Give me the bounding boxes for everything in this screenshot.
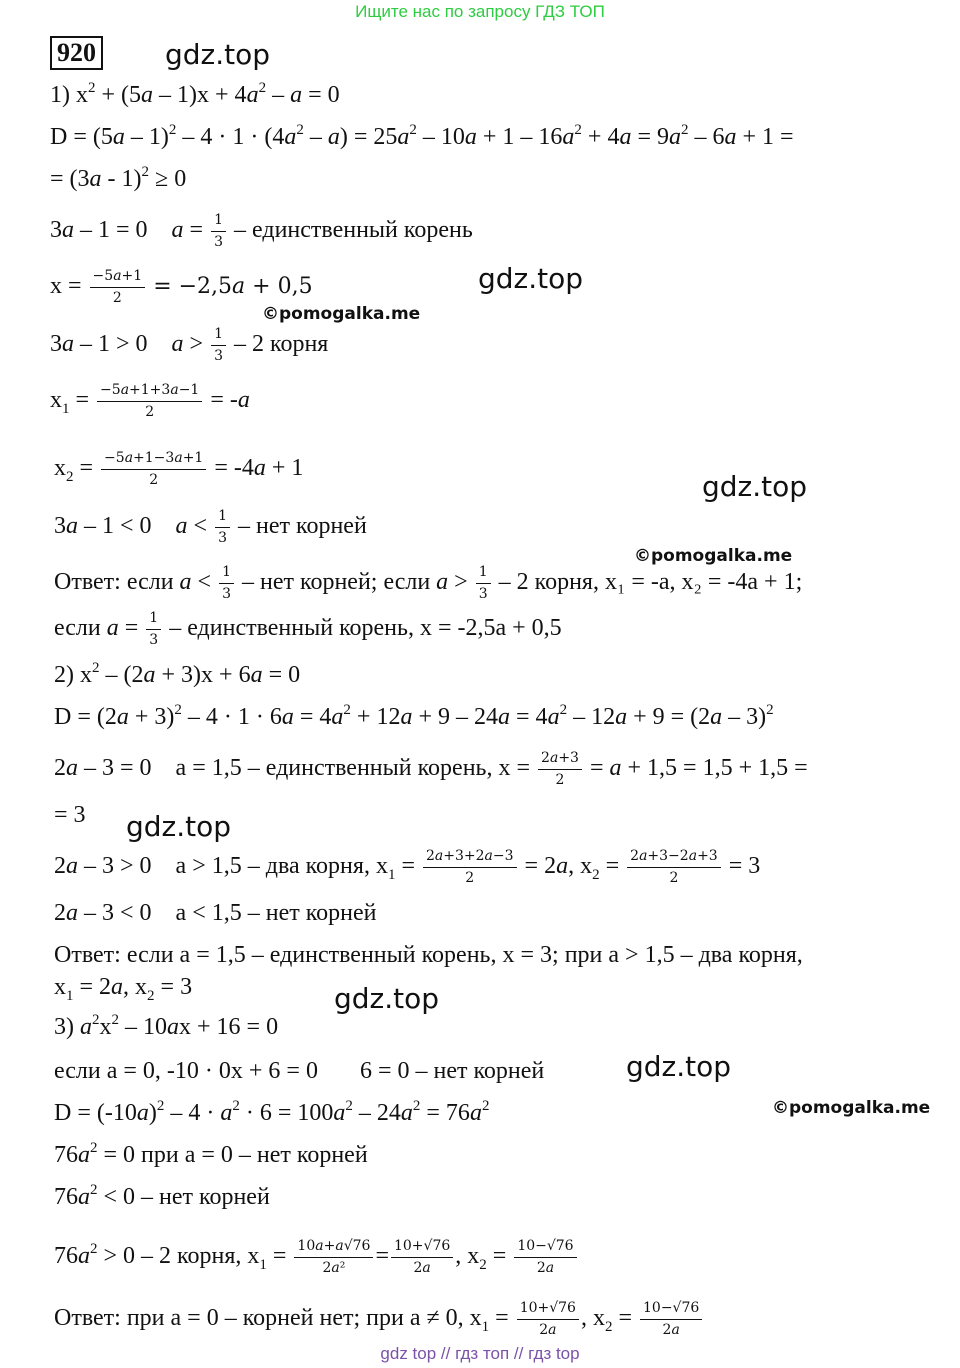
p2-answer-roots: $x_1 = 2a$, $x_2 = 3$ bbox=[54, 974, 193, 1004]
p2-equals-three: = 3 bbox=[54, 802, 86, 828]
p3-zero-text: = 0 при a = 0 – нет корней bbox=[103, 1142, 368, 1168]
p1-answer-unique: – единственный корень, x = -2,5a + 0,5 bbox=[169, 615, 562, 642]
p1-case-positive: 3a – 1 > 0 a > $\frac{1}{3}$ – 2 корня bbox=[50, 326, 329, 364]
watermark-gdz-4: gdz.top bbox=[334, 982, 440, 1015]
p3-discriminant: $D = (-10a)^2 - 4 \cdot a^2 \cdot 6 = 100a^2 - 24a^2 = 76a^2$ bbox=[54, 1098, 490, 1126]
p2-case-positive: 2a – 3 > 0 a > 1,5 – два корня, $x_1$ = $\frac{2a+3+2a-3}{2}$ = 2a, $x_2$ = $\frac{2a+3-2a+3}{2}$ = 3 bbox=[54, 848, 761, 886]
p2-case-negative: 2a – 3 < 0 a < 1,5 – нет корней bbox=[54, 900, 377, 926]
p1-none-label: – нет корней bbox=[238, 513, 367, 540]
p1-unique-label: – единственный корень bbox=[234, 217, 473, 244]
watermark-gdz-5: gdz.top bbox=[626, 1050, 732, 1083]
p2-unique-label: a = 1,5 – единственный корень, x = bbox=[175, 755, 531, 782]
p1-answer-line1: Ответ: если a < $\frac{1}{3}$ – нет корней; если a > $\frac{1}{3}$ – 2 корня, x₁ = -a, x₂ = -4a + 1; bbox=[54, 564, 803, 602]
p1-x2: $x_2$ = $\frac{-5a+1-3a+1}{2}$ = -4a + 1 bbox=[54, 450, 304, 488]
p2-case-zero: 2a – 3 = 0 a = 1,5 – единственный корень, x = $\frac{2a+3}{2}$ = a + 1,5 = 1,5 + 1,5 = bbox=[54, 750, 808, 788]
p1-x1: $x_1$ = $\frac{-5a+1+3a-1}{2}$ = -a bbox=[50, 382, 250, 420]
p3-answer-text: Ответ: при a = 0 – корней нет; при a ≠ 0, x bbox=[54, 1305, 482, 1332]
watermark-pomogalka-1: ©pomogalka.me bbox=[262, 304, 421, 324]
p1-root-formula: x = $\frac{-5a+1}{2}$ = −2,5a + 0,5 bbox=[50, 268, 313, 306]
p3-case-zero: $76a^2 = 0$ при a = 0 – нет корней bbox=[54, 1140, 368, 1168]
p2-equation: 2) $x^2 - (2a + 3)x + 6a = 0$ bbox=[54, 660, 301, 688]
top-banner[interactable]: Ищите нас по запросу ГДЗ ТОП bbox=[355, 2, 605, 21]
p3-if-zero bbox=[54, 1056, 544, 1086]
p2-two-label: a > 1,5 – два корня, x bbox=[175, 853, 388, 880]
brand-logo: gdz.top bbox=[165, 38, 271, 71]
p3-equation: 3) $a^2x^2 - 10ax + 16 = 0$ bbox=[54, 1012, 279, 1040]
p1-answer-label: Ответ: если bbox=[54, 569, 174, 596]
watermark-gdz-1: gdz.top bbox=[478, 262, 584, 295]
p1-case-zero: 3a – 1 = 0 a = $\frac{1}{3}$ – единственный корень bbox=[50, 212, 473, 250]
p1-two-label: – 2 корня bbox=[234, 331, 329, 358]
task-number: 920 bbox=[50, 36, 103, 70]
p1-answer-line2: если a = $\frac{1}{3}$ – единственный корень, x = -2,5a + 0,5 bbox=[54, 610, 562, 648]
p1-discriminant: $D = (5a - 1)^2 - 4 \cdot 1 \cdot (4a^2 - a) = 25a^2 - 10a + 1 - 16a^2 + 4a = 9a^2 - 6a + 1$ = bbox=[50, 122, 794, 150]
p3-six-zero: 6 = 0 – нет корней bbox=[359, 1058, 545, 1084]
p3-pos-text: > 0 – 2 корня, x bbox=[103, 1243, 260, 1270]
p1-answer-if: если bbox=[54, 615, 101, 642]
p2-discriminant: $D = (2a + 3)^2 - 4 \cdot 1 \cdot 6a = 4a^2 + 12a + 9 - 24a = 4a^2 - 12a + 9 = (2a - 3)^2$ bbox=[54, 702, 774, 730]
watermark-pomogalka-3: ©pomogalka.me bbox=[772, 1098, 931, 1118]
p1-case-negative: 3a – 1 < 0 a < $\frac{1}{3}$ – нет корней bbox=[54, 508, 367, 546]
p3-answer: Ответ: при a = 0 – корней нет; при a ≠ 0, $x_1$ = $\frac{10+√76}{2a}$ , $x_2$ = $\frac{10-√76}{2a}$ bbox=[54, 1300, 704, 1339]
p2-none-label: a < 1,5 – нет корней bbox=[175, 900, 377, 926]
p3-if-zero-text: если a = 0, -10 · 0x + 6 = 0 bbox=[54, 1058, 318, 1084]
p1-equation: 1) $x^2 + (5a - 1)x + 4a^2 - a = 0$ bbox=[50, 80, 340, 108]
p3-case-negative: $76a^2 < 0$ – нет корней bbox=[54, 1182, 270, 1210]
p2-answer: Ответ: если a = 1,5 – единственный корень, x = 3; при a > 1,5 – два корня, bbox=[54, 942, 803, 968]
footer-links[interactable]: gdz top // гдз топ // гдз top bbox=[380, 1344, 580, 1363]
p1-answer-no-roots: – нет корней; если bbox=[242, 569, 431, 596]
p1-discriminant-square: = (3a - 1)$^2$ ≥ 0 bbox=[50, 164, 187, 192]
p3-neg-text: < 0 – нет корней bbox=[103, 1184, 270, 1210]
p3-case-positive: $76a^2 > 0 - 2$ корня, $x_1$ = $\frac{10a+a√76}{\text{2a²}}$ = $\frac{10+√76}{2a}$ , $x_2$ = $\frac{10-√76}{2a}$ bbox=[54, 1238, 579, 1277]
watermark-pomogalka-2: ©pomogalka.me bbox=[634, 546, 793, 566]
watermark-gdz-3: gdz.top bbox=[126, 810, 232, 843]
watermark-gdz-2: gdz.top bbox=[702, 470, 808, 503]
p1-answer-two-roots: – 2 корня, x₁ = -a, x₂ = -4a + 1; bbox=[498, 569, 803, 596]
